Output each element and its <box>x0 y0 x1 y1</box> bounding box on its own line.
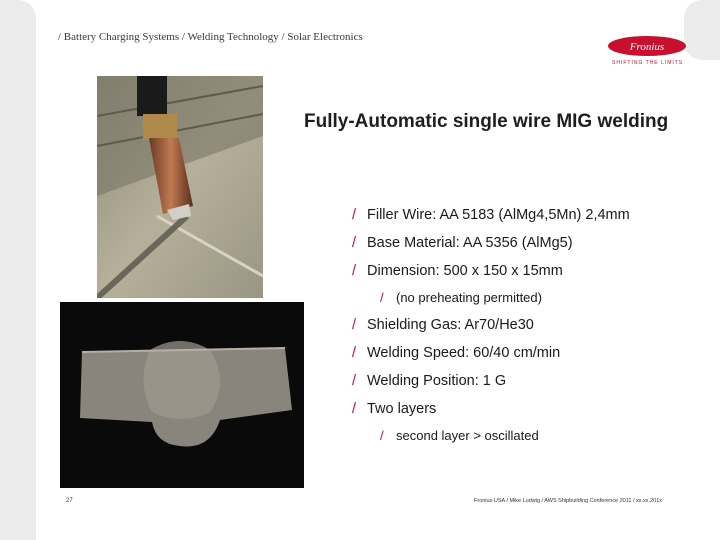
corner-tab-right <box>684 0 720 60</box>
header-tagline: / Battery Charging Systems / Welding Technology / Solar Electronics <box>58 31 363 43</box>
bullet-marker: / <box>352 345 357 361</box>
bullet-marker: / <box>352 373 357 389</box>
bullet-marker: / <box>352 235 357 251</box>
bullet-item <box>352 262 712 290</box>
bullet-text: Filler Wire: AA 5183 (AlMg4,5Mn) 2,4mm <box>367 207 630 223</box>
corner-tab-left <box>0 0 36 540</box>
sub-bullet-text: (no preheating permitted) <box>396 290 542 305</box>
bullet-item <box>352 316 712 344</box>
footer-text: Fronius USA / Mike Ludwig / AWS Shipbuilding Conference 2011 / xx.xx.201x <box>474 498 663 504</box>
bullet-item <box>352 400 712 428</box>
bullet-text: Two layers <box>367 401 437 417</box>
bullet-item <box>352 234 712 262</box>
bullet-marker: / <box>380 290 384 305</box>
sub-bullet-text: second layer > oscillated <box>396 428 539 443</box>
bullet-text: Dimension: 500 x 150 x 15mm <box>367 263 563 279</box>
page-number: 27 <box>66 498 73 504</box>
bullet-marker: / <box>352 263 357 279</box>
bullet-item <box>352 344 712 372</box>
bullet-item <box>352 206 712 234</box>
slide-title: Fully-Automatic single wire MIG welding <box>304 111 669 132</box>
sub-bullet-item <box>380 428 712 454</box>
bullet-text: Base Material: AA 5356 (AlMg5) <box>367 235 573 251</box>
weld-cross-section-photo <box>60 302 304 488</box>
bullet-marker: / <box>352 401 357 417</box>
bullet-text: Welding Speed: 60/40 cm/min <box>367 345 561 361</box>
bullet-text: Welding Position: 1 G <box>367 373 507 389</box>
logo-wordmark: Fronius <box>629 41 665 53</box>
bullet-marker: / <box>352 317 357 333</box>
welding-torch-photo <box>97 76 263 298</box>
bullet-text: Shielding Gas: Ar70/He30 <box>367 317 534 333</box>
bullet-marker: / <box>380 428 384 443</box>
bullet-list <box>352 206 712 454</box>
logo-subtext: SHIFTING THE LIMITS <box>612 60 684 66</box>
bullet-marker: / <box>352 207 357 223</box>
sub-bullet-item <box>380 290 712 316</box>
bullet-item <box>352 372 712 400</box>
